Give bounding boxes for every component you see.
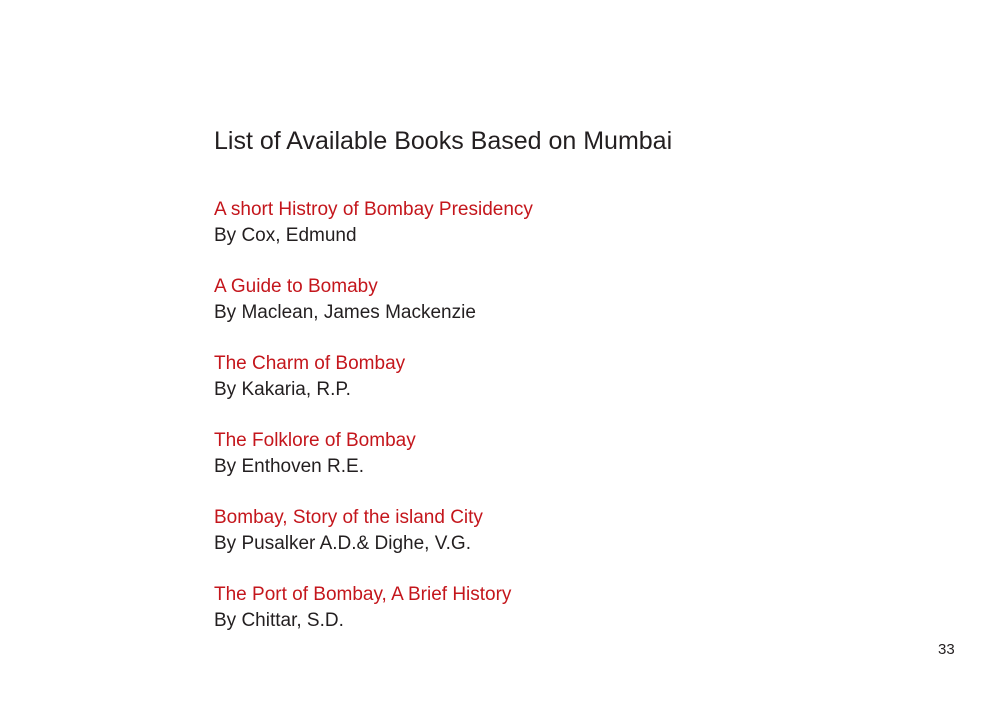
page-number: 33 xyxy=(938,641,955,658)
book-author: By Pusalker A.D.& Dighe, V.G. xyxy=(214,533,471,554)
book-author: By Cox, Edmund xyxy=(214,225,357,246)
page-title: List of Available Books Based on Mumbai xyxy=(214,127,673,155)
book-title: Bombay, Story of the island City xyxy=(214,507,483,528)
book-item xyxy=(214,351,533,402)
book-title: The Folklore of Bombay xyxy=(214,430,416,451)
book-title: The Port of Bombay, A Brief History xyxy=(214,584,512,605)
book-item xyxy=(214,274,533,325)
book-author: By Chittar, S.D. xyxy=(214,610,344,631)
book-title: The Charm of Bombay xyxy=(214,353,406,374)
book-list xyxy=(214,197,533,659)
book-item xyxy=(214,428,533,479)
book-author: By Maclean, James Mackenzie xyxy=(214,302,476,323)
book-item xyxy=(214,197,533,248)
book-author: By Enthoven R.E. xyxy=(214,456,364,477)
book-title: A Guide to Bomaby xyxy=(214,276,378,297)
book-author: By Kakaria, R.P. xyxy=(214,379,351,400)
book-item xyxy=(214,505,533,556)
book-title: A short Histroy of Bombay Presidency xyxy=(214,199,533,220)
book-item xyxy=(214,582,533,633)
